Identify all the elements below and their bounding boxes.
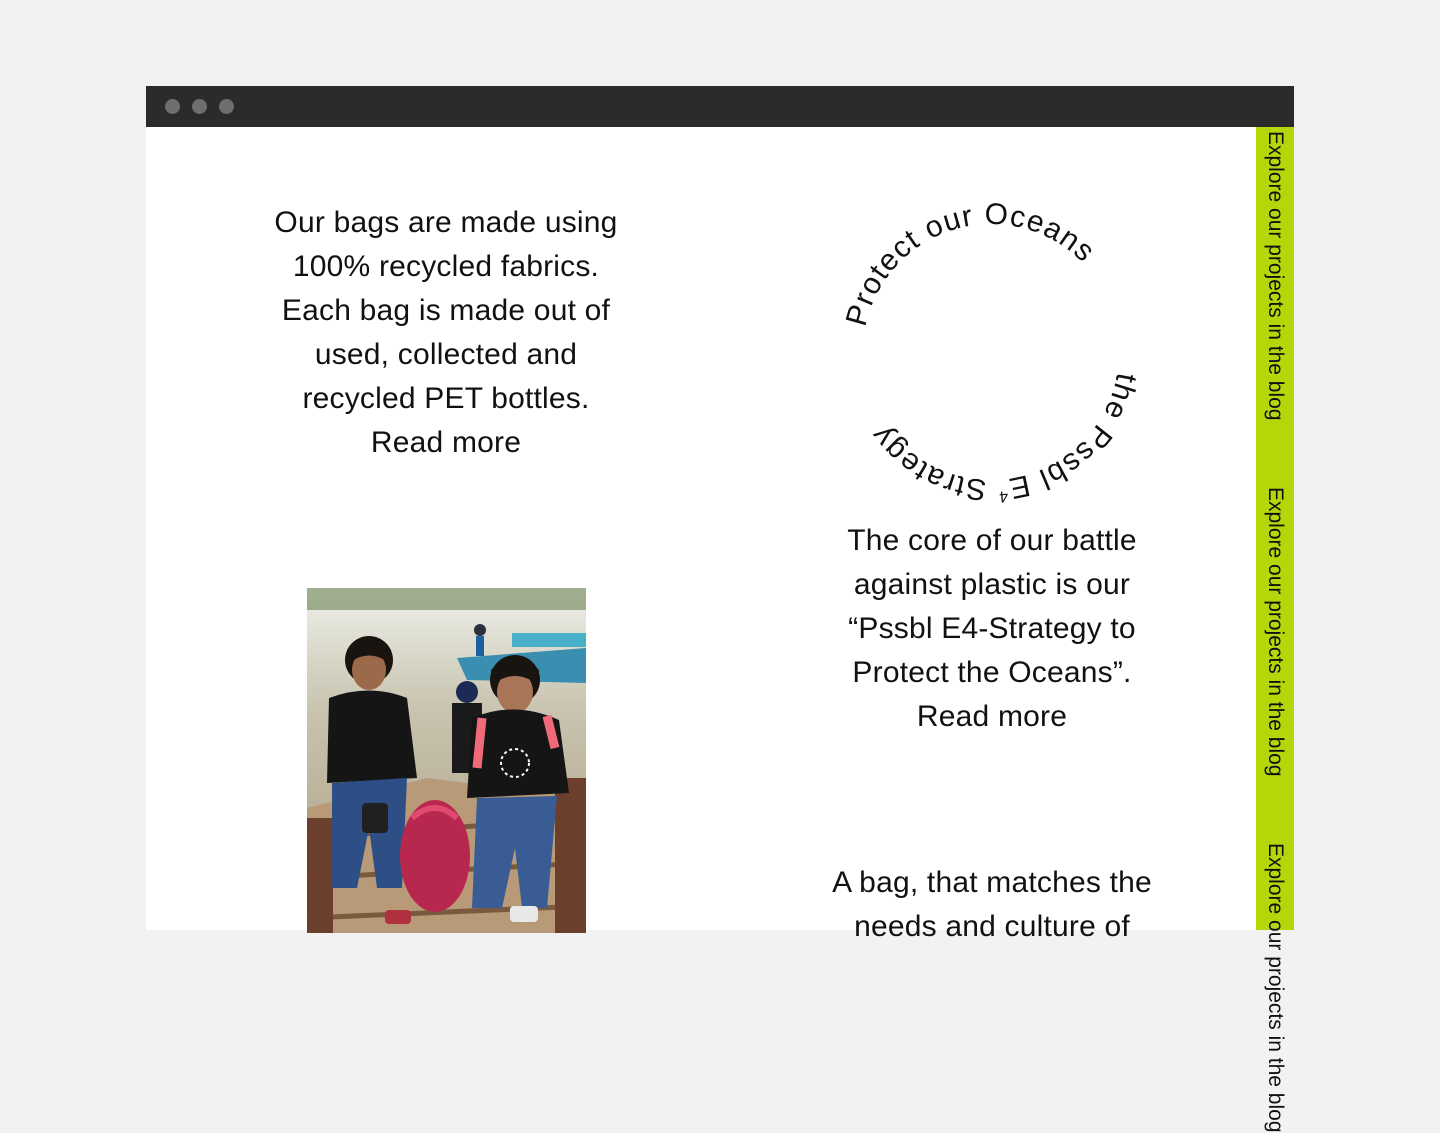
volunteers-photo xyxy=(307,588,586,933)
recycled-fabrics-block xyxy=(236,201,656,465)
window-titlebar xyxy=(146,86,1294,127)
sidebar-blog-label: Explore our projects in the blog xyxy=(1264,131,1287,421)
bag-culture-text: A bag, that matches the needs and culture of xyxy=(832,866,1152,943)
page-content xyxy=(146,127,1256,943)
strategy-text: The core of our battle against plastic is our “Pssbl E4-Strategy to Protect the Oceans”. xyxy=(847,524,1137,689)
sidebar-blog-label: Explore our projects in the blog xyxy=(1264,487,1287,777)
close-window-dot[interactable] xyxy=(165,99,180,114)
recycled-read-more-link[interactable]: Read more xyxy=(370,426,522,459)
strategy-block xyxy=(782,519,1202,739)
maximize-window-dot[interactable] xyxy=(219,99,234,114)
strategy-circle-logo xyxy=(826,187,1156,517)
recycled-fabrics-text: Our bags are made using 100% recycled fabrics. Each bag is made out of used, collected and recycled PET bottles. xyxy=(274,206,618,415)
browser-window xyxy=(146,86,1294,1133)
logo-ring-text-right: Protect our Oceans xyxy=(839,197,1102,330)
sidebar-blog-label: Explore our projects in the blog xyxy=(1264,843,1287,1133)
logo-ring-text-left: the Pssbl $E^4$ Strategy xyxy=(863,370,1144,507)
bag-culture-block xyxy=(772,861,1212,949)
blog-sidebar-tab[interactable] xyxy=(1256,127,1294,1133)
strategy-read-more-link[interactable]: Read more xyxy=(916,700,1068,733)
minimize-window-dot[interactable] xyxy=(192,99,207,114)
